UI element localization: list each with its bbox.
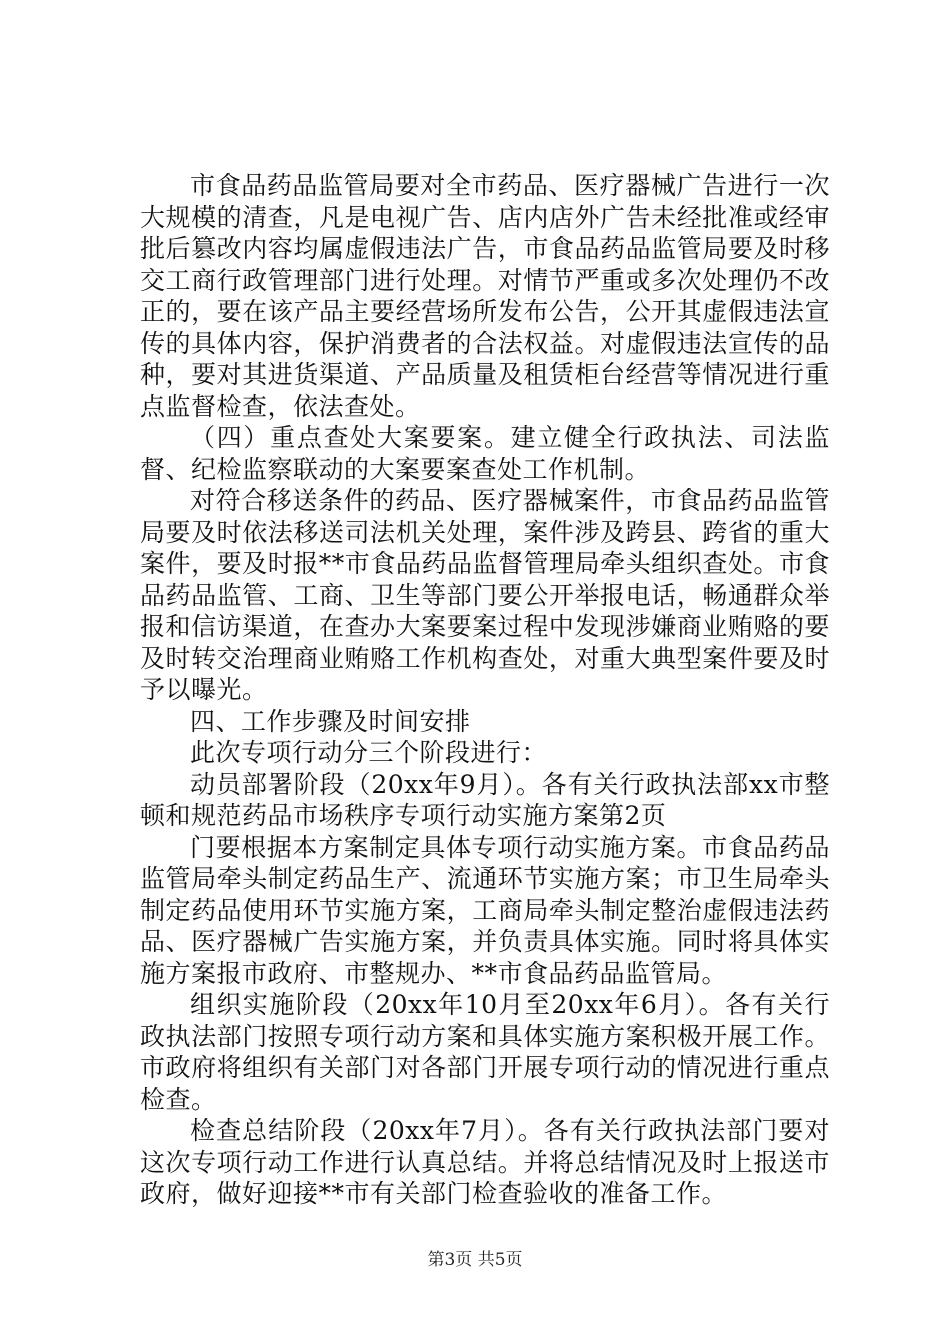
paragraph-mobilization-stage: 动员部署阶段（20xx年9月）。各有关行政执法部xx市整顿和规范药品市场秩序专项行动实施方案第2页 [140,769,830,830]
paragraph-major-cases-heading: （四）重点查处大案要案。建立健全行政执法、司法监督、纪检监察联动的大案要案查处工作机制。 [140,423,830,484]
paragraph-implementation-plans: 门要根据本方案制定具体专项行动实施方案。市食品药品监管局牵头制定药品生产、流通环节实施方案；市卫生局牵头制定药品使用环节实施方案，工商局牵头制定整治虚假违法药品、医疗器械广告实施方案，并负责具体实施。同时将具体实施方案报市政府、市整规办、**市食品药品监管局。 [140,832,830,988]
page-number-footer: 第3页 共5页 [427,1250,523,1270]
paragraph-case-transfer: 对符合移送条件的药品、医疗器械案件，市食品药品监管局要及时依法移送司法机关处理，案件涉及跨县、跨省的重大案件，要及时报**市食品药品监督管理局牵头组织查处。市食品药品监管、工商、卫生等部门要公开举报电话，畅通群众举报和信访渠道，在查办大案要案过程中发现涉嫌商业贿赂的要及时转交治理商业贿赂工作机构查处，对重大典型案件要及时予以曝光。 [140,486,830,704]
paragraph-summary-stage: 检查总结阶段（20xx年7月）。各有关行政执法部门要对这次专项行动工作进行认真总结。并将总结情况及时上报送市政府，做好迎接**市有关部门检查验收的准备工作。 [140,1116,830,1208]
paragraph-ad-inspection: 市食品药品监管局要对全市药品、医疗器械广告进行一次大规模的清查，凡是电视广告、店内店外广告未经批准或经审批后篡改内容均属虚假违法广告，市食品药品监管局要及时移交工商行政管理部门进行处理。对情节严重或多次处理仍不改正的，要在该产品主要经营场所发布公告，公开其虚假违法宣传的具体内容，保护消费者的合法权益。对虚假违法宣传的品种，要对其进货渠道、产品质量及租赁柜台经营等情况进行重点监督检查，依法查处。 [140,171,830,421]
paragraph-execution-stage: 组织实施阶段（20xx年10月至20xx年6月）。各有关行政执法部门按照专项行动方案和具体实施方案积极开展工作。市政府将组织有关部门对各部门开展专项行动的情况进行重点检查。 [140,990,830,1114]
paragraph-three-stages: 此次专项行动分三个阶段进行： [190,738,548,767]
document-body [140,170,830,1210]
section-heading-work-steps: 四、工作步骤及时间安排 [190,706,471,736]
